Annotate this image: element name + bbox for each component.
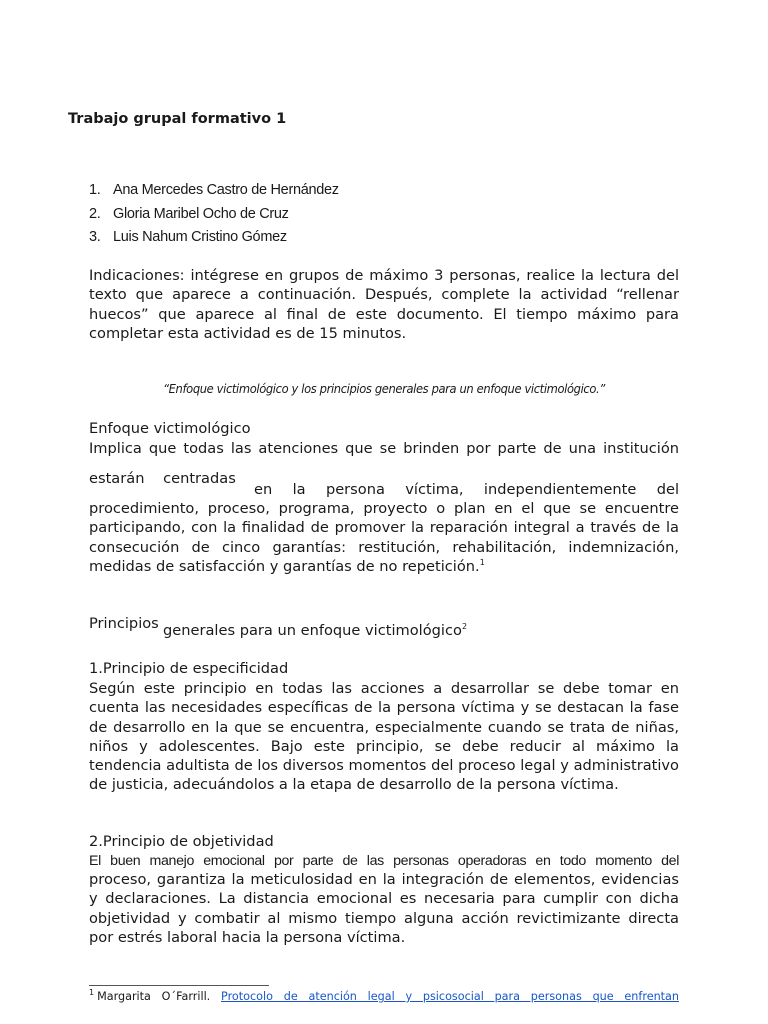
- author-number: 1.: [89, 182, 101, 198]
- author-name: Gloria Maribel Ocho de Cruz: [113, 205, 289, 222]
- enfoque-text: procedimiento, proceso, programa, proyecto o plan en el que se encuentre participando, con la finalidad de promover la reparación integral a través de la consecución de cinco garantías: restitución, rehabilitación, indemnización, medidas de satisfacción y garantías de no repetición.: [89, 500, 679, 575]
- author-name: Luis Nahum Cristino Gómez: [113, 229, 287, 245]
- author-list: [89, 180, 339, 251]
- footnote-reference[interactable]: 2: [461, 622, 468, 632]
- principios-heading-part2: [163, 621, 467, 640]
- especificidad-paragraph: Según este principio en todas las acciones a desarrollar se debe tomar en cuenta las necesidades específicas de la persona víctima y se destacan la fase de desarrollo en la que se encuentra, especialmente cuando se trata de niñas, niños y adolescentes. Bajo este principio, se debe reducir al máximo la tendencia adultista de los diversos momentos del proceso legal y administrativo de justicia, adecuándolos a la etapa de desarrollo de la persona víctima.: [89, 680, 679, 794]
- author-item: [89, 180, 339, 204]
- objetividad-paragraph: proceso, garantiza la meticulosidad en la integración de elementos, evidencias y declaraciones. La distancia emocional es necesaria para cumplir con dicha objetividad y combatir al mismo tiempo alguna acción revictimizante directa por estrés laboral hacia la persona víctima.: [89, 871, 679, 946]
- footnote: [89, 989, 679, 1004]
- footnote-author: Margarita O´Farrill.: [97, 990, 211, 1003]
- author-number: 3.: [89, 229, 101, 245]
- objetividad-heading: 2.Principio de objetividad: [89, 833, 274, 850]
- author-name: Ana Mercedes Castro de Hernández: [113, 182, 339, 198]
- enfoque-line-2-left: estarán centradas: [89, 470, 236, 487]
- footnote-reference[interactable]: 1: [479, 558, 485, 568]
- footnote-separator: [89, 985, 269, 986]
- principios-heading-part1: Principios: [89, 615, 159, 632]
- document-title: Trabajo grupal formativo 1: [68, 111, 287, 127]
- instructions-paragraph: Indicaciones: intégrese en grupos de máximo 3 personas, realice la lectura del texto que aparece a continuación. Después, complete la actividad “rellenar huecos” que aparece al final de este documento. El tiempo máximo para completar esta actividad es de 15 minutos.: [89, 267, 679, 342]
- author-number: 2.: [89, 205, 101, 222]
- objetividad-first-line: El buen manejo emocional por parte de las personas operadoras en todo momento del: [89, 853, 679, 869]
- enfoque-paragraph: [89, 499, 679, 576]
- principios-heading-text: generales para un enfoque victimológico: [163, 622, 462, 639]
- enfoque-line-2-right: en la persona víctima, independientemente del: [254, 481, 679, 498]
- author-item: [89, 204, 339, 228]
- author-item: [89, 227, 339, 251]
- especificidad-heading: 1.Principio de especificidad: [89, 660, 289, 677]
- enfoque-line-1: Implica que todas las atenciones que se brinden por parte de una institución: [89, 440, 679, 457]
- reading-subtitle: “Enfoque victimológico y los principios generales para un enfoque victimológico.”: [163, 381, 605, 396]
- enfoque-heading: Enfoque victimológico: [89, 420, 251, 437]
- footnote-link[interactable]: Protocolo de atención legal y psicosocial para personas que enfrentan: [221, 990, 679, 1003]
- footnote-mark: 1: [89, 988, 95, 998]
